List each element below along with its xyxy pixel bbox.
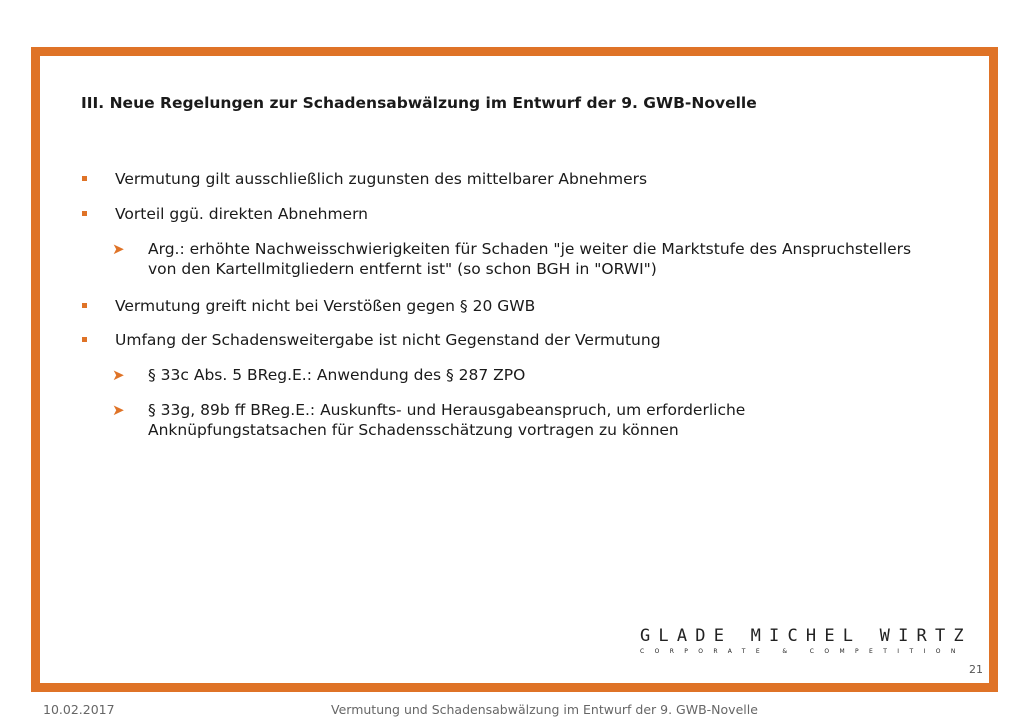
footer-date: 10.02.2017: [43, 702, 115, 717]
arrow-bullet-icon: ➤: [112, 240, 125, 258]
square-bullet-icon: [82, 303, 87, 308]
bullet-text: Umfang der Schadensweitergabe ist nicht Gegenstand der Vermutung: [115, 331, 661, 349]
square-bullet-icon: [82, 211, 87, 216]
footer-title: Vermutung und Schadensabwälzung im Entwurf der 9. GWB-Novelle: [331, 702, 758, 717]
logo-sub-text: CORPORATE & COMPETITION: [640, 648, 966, 655]
company-logo: [640, 626, 972, 655]
bullet-text: Arg.: erhöhte Nachweisschwierigkeiten für Schaden "je weiter die Marktstufe des Anspruchstellers von den Kartellmitgliedern entfernt ist" (so schon BGH in "ORWI"): [148, 240, 912, 278]
bullet-text: Vermutung gilt ausschließlich zugunsten des mittelbarer Abnehmers: [115, 170, 648, 188]
bullet-text: § 33c Abs. 5 BReg.E.: Anwendung des § 287 ZPO: [148, 366, 526, 384]
bullet-text: Vorteil ggü. direkten Abnehmern: [115, 205, 369, 223]
square-bullet-icon: [82, 176, 87, 181]
bullet-text: § 33g, 89b ff BReg.E.: Auskunfts- und Herausgabeanspruch, um erforderliche Anknüpfungstatsachen für Schadensschätzung vortragen zu können: [148, 401, 746, 439]
arrow-bullet-icon: ➤: [112, 401, 125, 419]
slide-frame: [31, 47, 998, 692]
slide-title: III. Neue Regelungen zur Schadensabwälzung im Entwurf der 9. GWB-Novelle: [81, 94, 757, 112]
page-number: 21: [969, 663, 983, 676]
bullet-text: Vermutung greift nicht bei Verstößen gegen § 20 GWB: [115, 297, 536, 315]
arrow-bullet-icon: ➤: [112, 366, 125, 384]
logo-main-text: GLADE MICHEL WIRTZ: [640, 626, 972, 646]
square-bullet-icon: [82, 337, 87, 342]
